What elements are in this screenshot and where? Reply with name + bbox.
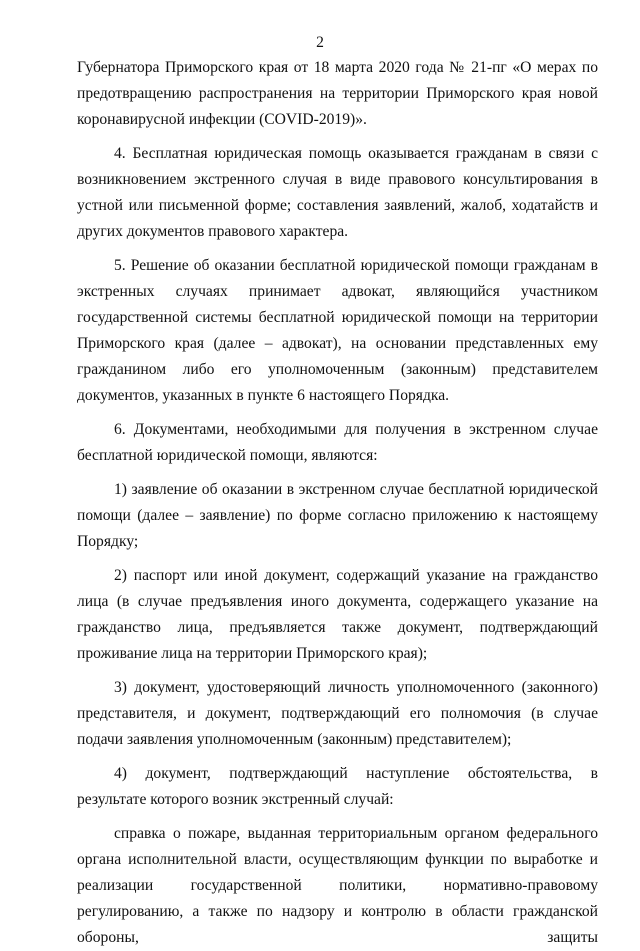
document-body [77, 55, 598, 951]
paragraph-fire-certificate: справка о пожаре, выданная территориальным органом федерального органа исполнительной власти, осуществляющим функции по выработке и реализации государственной политики, нормативно-правовому регулированию, а также по надзору и контролю в области гражданской обороны, защиты [77, 825, 598, 946]
subitem-1: 1) заявление об оказании в экстренном случае бесплатной юридической помощи (далее – заявление) по форме согласно приложению к настоящему Порядку; [77, 481, 598, 550]
page-number: 2 [316, 34, 324, 51]
paragraph-continuation: Губернатора Приморского края от 18 марта 2020 года № 21-пг «О мерах по предотвращению распространения на территории Приморского края новой коронавирусной инфекции (COVID-2019)». [77, 59, 598, 128]
paragraph-item-6: 6. Документами, необходимыми для получения в экстренном случае бесплатной юридической помощи, являются: [77, 421, 598, 464]
subitem-4: 4) документ, подтверждающий наступление обстоятельства, в результате которого возник экстренный случай: [77, 765, 598, 808]
subitem-2: 2) паспорт или иной документ, содержащий указание на гражданство лица (в случае предъявления иного документа, содержащего указание на гражданство лица, предъявляется также документ, подтверждающий проживание лица на территории Приморского края); [77, 567, 598, 662]
paragraph-item-4: 4. Бесплатная юридическая помощь оказывается гражданам в связи с возникновением экстренного случая в виде правового консультирования в устной или письменной форме; составления заявлений, жалоб, ходатайств и других документов правового характера. [77, 145, 598, 240]
paragraph-item-5: 5. Решение об оказании бесплатной юридической помощи гражданам в экстренных случаях принимает адвокат, являющийся участником государственной системы бесплатной юридической помощи на территории Приморского края (далее – адвокат), на основании представленных ему гражданином либо его уполномоченным (законным) представителем документов, указанных в пункте 6 настоящего Порядка. [77, 257, 598, 404]
subitem-3: 3) документ, удостоверяющий личность уполномоченного (законного) представителя, и документ, подтверждающий его полномочия (в случае подачи заявления уполномоченным (законным) представителем); [77, 679, 598, 748]
